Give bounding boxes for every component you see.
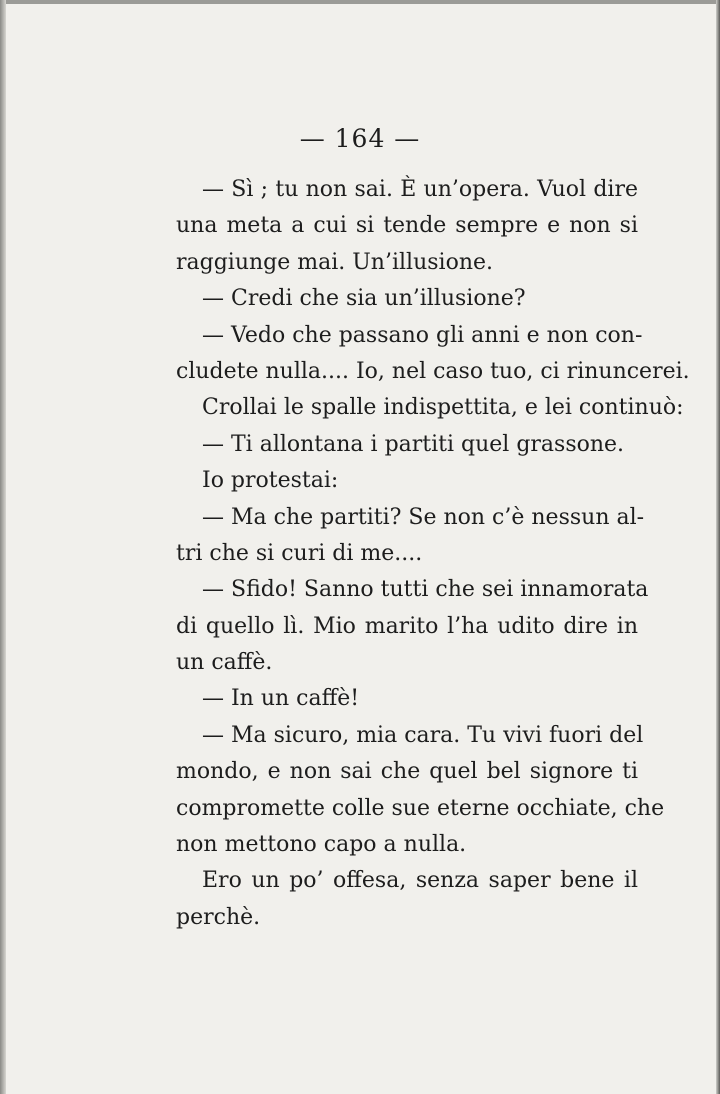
text-line: — Ma sicuro, mia cara. Tu vivi fuori del — [202, 722, 644, 748]
text-line: di quello lì. Mio marito l’ha udito dire in — [176, 613, 638, 639]
text-line: mondo, e non sai che quel bel signore ti — [176, 759, 638, 785]
text-line: — In un caffè! — [202, 686, 360, 712]
text-line: una meta a cui si tende sempre e non si — [176, 213, 638, 239]
text-line: — Vedo che passano gli anni e non con- — [202, 322, 643, 348]
text-line: tri che si curi di me.... — [176, 540, 423, 566]
body-text — [176, 172, 690, 936]
page-right-edge — [716, 0, 720, 1094]
text-line: — Credi che sia un’illusione? — [202, 286, 526, 312]
page-top-edge — [0, 0, 720, 4]
text-line: Crollai le spalle indispettita, e lei continuò: — [202, 395, 684, 421]
text-line: — Ma che partiti? Se non c’è nessun al- — [202, 504, 645, 530]
text-line: — Sfido! Sanno tutti che sei innamorata — [202, 577, 649, 603]
text-line: Ero un po’ offesa, senza saper bene il — [202, 868, 638, 894]
page-left-edge — [0, 0, 6, 1094]
text-line: perchè. — [176, 904, 261, 930]
text-line: un caffè. — [176, 650, 273, 676]
text-line: cludete nulla.... Io, nel caso tuo, ci rinuncerei. — [176, 358, 690, 384]
text-line: — Sì ; tu non sai. È un’opera. Vuol dire — [202, 177, 638, 202]
text-line: Io protestai: — [202, 468, 339, 494]
text-line: raggiunge mai. Un’illusione. — [176, 249, 494, 275]
text-line: — Ti allontana i partiti quel grassone. — [202, 431, 625, 457]
text-line: compromette colle sue eterne occhiate, che — [176, 795, 665, 821]
page-number: — 164 — — [299, 124, 421, 153]
text-line: non mettono capo a nulla. — [176, 832, 467, 858]
